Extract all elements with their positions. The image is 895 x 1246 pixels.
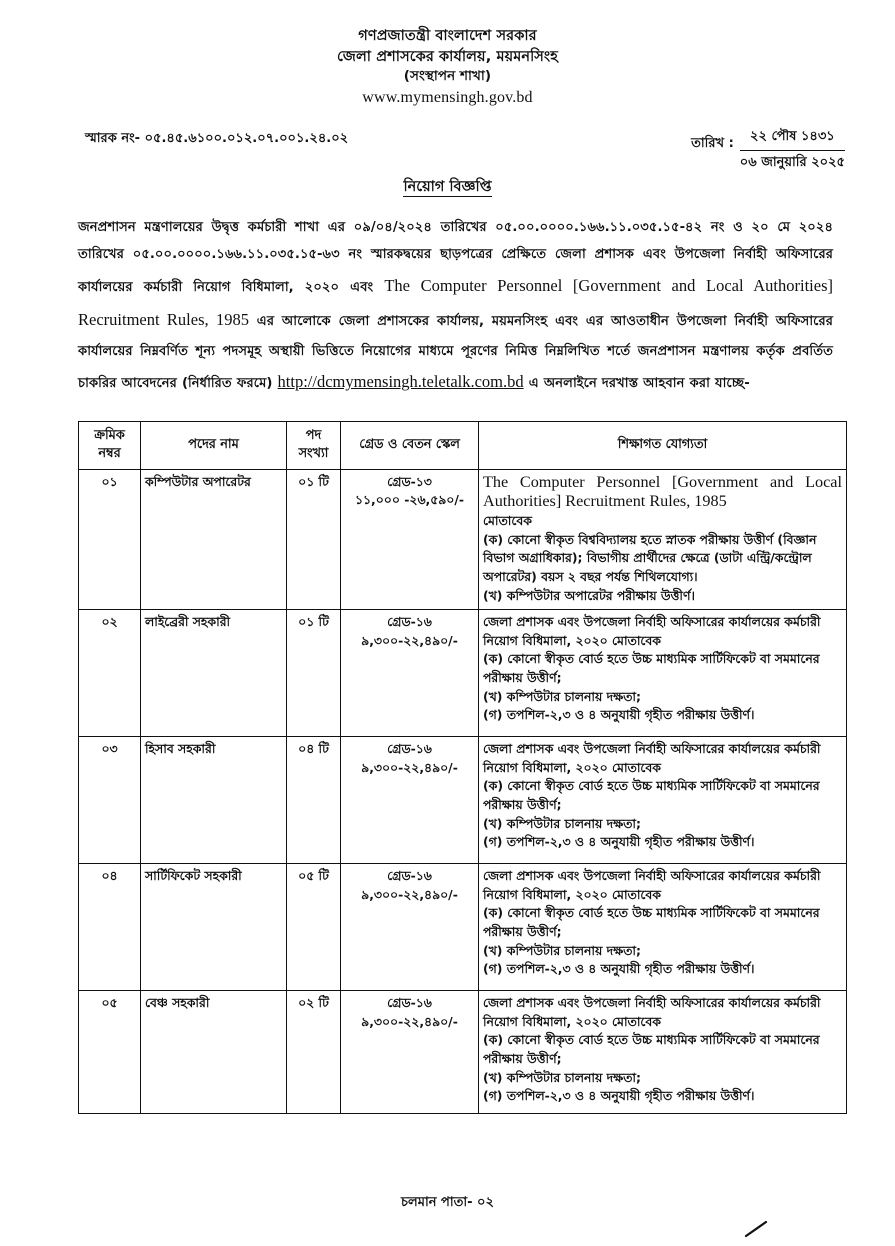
cell-grade-scale (341, 610, 479, 737)
cell-serial: ০৫ (79, 991, 141, 1114)
memo-number: স্মারক নং- ০৫.৪৫.৬১০০.০১২.০৭.০০১.২৪.০২ (85, 131, 349, 147)
cell-qualification (479, 864, 847, 991)
table-row (79, 864, 847, 991)
table-row (79, 991, 847, 1114)
cell-salary-scale: ৯,৩০০-২২,৪৯০/- (361, 632, 458, 648)
branch-name: (সংস্থাপন শাখা) (403, 68, 492, 85)
cell-grade: গ্রেড-১৬ (387, 868, 432, 884)
cell-salary-scale: ১১,০০০ -২৬,৫৯০/- (354, 492, 465, 508)
cell-salary-scale: ৯,৩০০-২২,৪৯০/- (361, 886, 458, 902)
table-row (79, 469, 847, 610)
date-bangla: ২২ পৌষ ১৪৩১ (740, 127, 845, 151)
office-website: www.mymensingh.gov.bd (362, 89, 533, 107)
column-header-grade-scale: গ্রেড ও বেতন স্কেল (341, 422, 479, 469)
qualification-item: (গ) তপশিল-২,৩ ও ৪ অনুযায়ী গৃহীত পরীক্ষায় উত্তীর্ণ। (483, 1088, 755, 1104)
cell-post-count: ০১ টি (287, 610, 341, 737)
cell-post-name: সার্টিফিকেট সহকারী (141, 864, 287, 991)
table-row (79, 737, 847, 864)
qualification-item: (ক) কোনো স্বীকৃত বোর্ড হতে উচ্চ মাধ্যমিক সার্টিফিকেট বা সমমানের পরীক্ষায় উত্তীর্ণ; (483, 1032, 820, 1067)
qualification-item: (খ) কম্পিউটার চালনায় দক্ষতা; (483, 688, 641, 704)
cell-grade-scale (341, 991, 479, 1114)
govt-name: গণপ্রজাতন্ত্রী বাংলাদেশ সরকার (358, 28, 537, 44)
body-part-1: জনপ্রশাসন মন্ত্রণালয়ের উদ্বৃত্ত কর্মচারী শাখা এর ০৯/০৪/২০২৪ তারিখের ০৫.০০.০০০০.১৬৬.১১.০৩৫.১৫-৪২ নং ও ২০ মে ২০২৪ তারিখের ০৫.০০.০০০০.১৬৬.১১.০৩৫.১৫-৬৩ নং স্মারকদ্বয়ের ছাড়পত্রের প্রেক্ষিতে জেলা প্রশাসক এবং উপজেলা নির্বাহী অফিসারের কার্যালয়ের কর্মচারী নিয়োগ বিধিমালা, ২০২০ এবং (78, 220, 833, 295)
cell-grade-scale (341, 469, 479, 610)
qualification-item: (খ) কম্পিউটার চালনায় দক্ষতা; (483, 815, 641, 831)
cell-qualification (479, 610, 847, 737)
cell-serial: ০২ (79, 610, 141, 737)
cell-serial: ০৩ (79, 737, 141, 864)
cell-serial: ০৪ (79, 864, 141, 991)
vacancy-table (78, 421, 847, 1114)
qualification-heading: মোতাবেক (483, 513, 532, 529)
cell-grade: গ্রেড-১৬ (387, 995, 432, 1011)
body-part-2: এর আলোকে জেলা প্রশাসকের কার্যালয়, ময়মনসিংহ এবং এর আওতাধীন উপজেলা নির্বাহী অফিসারের কার্যালয়ের নিম্নবর্ণিত শূন্য পদসমূহ অস্থায়ী ভিত্তিতে নিয়োগের মাধ্যমে পূরণের নিমিত্ত নিম্নলিখিত শর্তে জনপ্রশাসন মন্ত্রণালয় কর্তৃক প্রবর্তিত চাকরির আবেদনের (নির্ধারিত ফরমে) (78, 314, 833, 392)
column-header-qualification: শিক্ষাগত যোগ্যতা (479, 422, 847, 469)
cell-qualification (479, 737, 847, 864)
cell-post-name: কম্পিউটার অপারেটর (141, 469, 287, 610)
qualification-item: (ক) কোনো স্বীকৃত বোর্ড হতে উচ্চ মাধ্যমিক সার্টিফিকেট বা সমমানের পরীক্ষায় উত্তীর্ণ; (483, 905, 820, 940)
cell-salary-scale: ৯,৩০০-২২,৪৯০/- (361, 759, 458, 775)
qualification-item: (খ) কম্পিউটার অপারেটর পরীক্ষায় উত্তীর্ণ। (483, 587, 695, 603)
qualification-heading: জেলা প্রশাসক এবং উপজেলা নির্বাহী অফিসারের কার্যালয়ের কর্মচারী নিয়োগ বিধিমালা, ২০২০ মোতাবেক (483, 995, 821, 1029)
cell-post-count: ০১ টি (287, 469, 341, 610)
qualification-item: (গ) তপশিল-২,৩ ও ৪ অনুযায়ী গৃহীত পরীক্ষায় উত্তীর্ণ। (483, 707, 755, 723)
cell-post-name: হিসাব সহকারী (141, 737, 287, 864)
date-english: ০৬ জানুয়ারি ২০২৫ (739, 155, 845, 171)
qualification-heading: জেলা প্রশাসক এবং উপজেলা নির্বাহী অফিসারের কার্যালয়ের কর্মচারী নিয়োগ বিধিমালা, ২০২০ মোতাবেক (483, 614, 821, 648)
body-part-3: এ অনলাইনে দরখাস্ত আহবান করা যাচ্ছে- (523, 376, 750, 392)
cell-salary-scale: ৯,৩০০-২২,৪৯০/- (361, 1013, 458, 1029)
notice-title-text: নিয়োগ বিজ্ঞপ্তি (403, 179, 492, 196)
qualification-item: (ক) কোনো স্বীকৃত বোর্ড হতে উচ্চ মাধ্যমিক সার্টিফিকেট বা সমমানের পরীক্ষায় উত্তীর্ণ; (483, 651, 820, 686)
cell-grade: গ্রেড-১৬ (387, 614, 432, 630)
office-name: জেলা প্রশাসকের কার্যালয়, ময়মনসিংহ (337, 48, 558, 65)
cell-grade-scale (341, 864, 479, 991)
cell-serial: ০১ (79, 469, 141, 610)
cell-grade-scale (341, 737, 479, 864)
qualification-heading: জেলা প্রশাসক এবং উপজেলা নির্বাহী অফিসারের কার্যালয়ের কর্মচারী নিয়োগ বিধিমালা, ২০২০ মোতাবেক (483, 868, 821, 902)
cell-post-name: বেঞ্চ সহকারী (141, 991, 287, 1114)
qualification-item: (ক) কোনো স্বীকৃত বিশ্ববিদ্যালয় হতে স্নাতক পরীক্ষায় উত্তীর্ণ (বিজ্ঞান বিভাগ অগ্রাধিকার); বিভাগীয় প্রার্থীদের ক্ষেত্রে (ডাটা এন্ট্রি/কন্ট্রোল অপারেটর) বয়স ২ বছর পর্যন্ত শিথিলযোগ্য। (483, 531, 817, 584)
vacancy-table-head (79, 422, 847, 469)
column-header-post-name: পদের নাম (141, 422, 287, 469)
cell-qualification (479, 469, 847, 610)
date-values (740, 127, 845, 174)
vacancy-table-wrapper (78, 421, 846, 1114)
qualification-item: (খ) কম্পিউটার চালনায় দক্ষতা; (483, 1069, 641, 1085)
page-continuation-note: চলমান পাতা- ০২ (401, 1195, 494, 1210)
pen-stroke-mark (744, 1220, 770, 1238)
recruitment-rules-title: The Computer Personnel [Government and Local Authorities] Recruitment Rules, 1985 (78, 275, 833, 330)
qualification-item: (খ) কম্পিউটার চালনায় দক্ষতা; (483, 942, 641, 958)
qualification-item: (ক) কোনো স্বীকৃত বোর্ড হতে উচ্চ মাধ্যমিক সার্টিফিকেট বা সমমানের পরীক্ষায় উত্তীর্ণ; (483, 778, 820, 813)
cell-post-count: ০৫ টি (287, 864, 341, 991)
notice-body-paragraph (78, 214, 833, 399)
qualification-heading: জেলা প্রশাসক এবং উপজেলা নির্বাহী অফিসারের কার্যালয়ের কর্মচারী নিয়োগ বিধিমালা, ২০২০ মোতাবেক (483, 741, 821, 775)
qualification-rule-en: The Computer Personnel [Government and Local Authorities] Recruitment Rules, 1985 (483, 472, 842, 511)
memo-date-row (0, 127, 895, 173)
vacancy-table-body (79, 469, 847, 1114)
cell-qualification (479, 991, 847, 1114)
table-row (79, 610, 847, 737)
qualification-item: (গ) তপশিল-২,৩ ও ৪ অনুযায়ী গৃহীত পরীক্ষায় উত্তীর্ণ। (483, 834, 755, 850)
application-url-link[interactable]: http://dcmymensingh.teletalk.com.bd (277, 372, 524, 392)
date-label: তারিখ : (691, 136, 734, 152)
column-header-post-count: পদ সংখ্যা (287, 422, 341, 469)
notice-title (0, 176, 895, 200)
cell-grade: গ্রেড-১৩ (387, 473, 432, 489)
column-header-serial: ক্রমিক নম্বর (79, 422, 141, 469)
table-header-row (79, 422, 847, 469)
document-header (0, 0, 895, 110)
cell-grade: গ্রেড-১৬ (387, 741, 432, 757)
cell-post-name: লাইব্রেরী সহকারী (141, 610, 287, 737)
date-block (691, 127, 845, 174)
cell-post-count: ০৪ টি (287, 737, 341, 864)
qualification-item: (গ) তপশিল-২,৩ ও ৪ অনুযায়ী গৃহীত পরীক্ষায় উত্তীর্ণ। (483, 961, 755, 977)
cell-post-count: ০২ টি (287, 991, 341, 1114)
